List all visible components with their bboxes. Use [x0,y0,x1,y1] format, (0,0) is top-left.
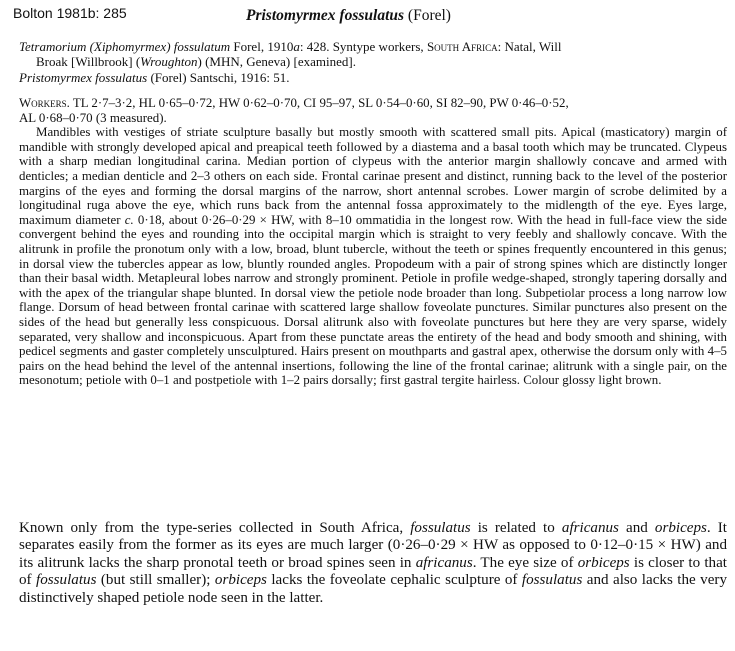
original-combination: Tetramorium (Xiphomyrmex) fossulatum [19,39,231,54]
current-combination: Pristomyrmex fossulatus [19,70,148,85]
type-locality-country: South Africa [426,39,498,54]
species-author: (Forel) [407,7,451,24]
description-paragraph: Mandibles with vestiges of striate sculpture basally but mostly smooth with scattered small pits. Apical (masticatory) margin of mandible with strongly developed apical and preapical teeth followed by a diastema and a basal tooth which may be truncated. Clypeus with a sharp median longitudinal carina. Median portion of clypeus with the anterior margin shallowly concave and armed with denticles; a median denticle and 2–3 others on each side. Frontal carinae present and distinct, running back to the level of the posterior margins of the eyes and forming the dorsal margins of the narrow, short antennal scrobes. Lower margin of scrobe delimited by a longitudinal ruga above the eye, which runs back from the antennal fossa approximately to the midlength of the eye. Eyes large, maximum diameter c. 0·18, about 0·26–0·29 × HW, with 8–10 ommatidia in the longest row. With the head in full-face view the side convergent behind the eyes and rounding into the occipital margin which is straight to very feebly and shallowly concave. With the alitrunk in profile the pronotum only with a low, broad, blunt tubercle, without the teeth or spines frequently encountered in this genus; in dorsal view the tubercles appear as low, bluntly rounded angles. Propodeum with a pair of strong spines which are distinctly longer than their basal width. Metapleural lobes narrow and strongly prominent. Petiole in profile wedge-shaped, strongly tapering dorsally and with the apex of the triangular shape blunted. In dorsal view the petiole node broader than long. Subpetiolar process a long narrow low flange. Dorsum of head between frontal carinae with scattered large shallow foveolate punctures. Similar punctures also present on the sides of the head but generally less conspicuous. Dorsal alitrunk also with foveolate punctures but here they are very sparse, widely separated, very shallow and inconspicuous. Apart from these punctate areas the entirety of the head and body smooth and shining, with pedicel segments and gaster completely unsculptured. Hairs present on mouthparts and gastral apex, otherwise the dorsum only with 4–5 pairs on the head behind the level of the antennal insertions, following the line of the frontal carinae; alitrunk with a single pair, on the mesonotum; petiole with 0–1 and postpetiole with 1–2 pairs dorsally; first gastral tergite hairless. Colour glossy light brown. [19,125,728,388]
measurements: Workers. TL 2·7–3·2, HL 0·65–0·72, HW 0·62–0·70, CI 95–97, SL 0·54–0·60, SI 82–90, PW 0·46–0·52, AL 0·68–0·70 (3 measured). [19,96,569,125]
synonymy-entry-original: Tetramorium (Xiphomyrmex) fossulatum Forel, 1910a: 428. Syntype workers, South Africa: Natal, Will Broak [Willbrook] (Wroughton) (MHN, Geneva) [examined]. [19,39,562,69]
citation-reference: Bolton 1981b: 285 [13,5,127,21]
species-heading [246,7,451,25]
synonymy-entry-combination: Pristomyrmex fossulatus (Forel) Santschi, 1916: 51. [19,70,290,85]
species-name: Pristomyrmex fossulatus [246,7,405,24]
worker-description [19,96,727,388]
caste-label: Workers. [19,96,70,110]
remarks-paragraph: Known only from the type-series collected in South Africa, fossulatus is related to africanus and orbiceps. It separates easily from the former as its eyes are much larger (0·26–0·29 × HW as opposed to 0·12–0·15 × HW) and its alitrunk lacks the sharp pronotal teeth or broad spines seen in africanus. The eye size of orbiceps is closer to that of fossulatus (but still smaller); orbiceps lacks the foveolate cephalic sculpture of fossulatus and also lacks the very distinctively shaped petiole node seen in the latter. [19,520,728,606]
